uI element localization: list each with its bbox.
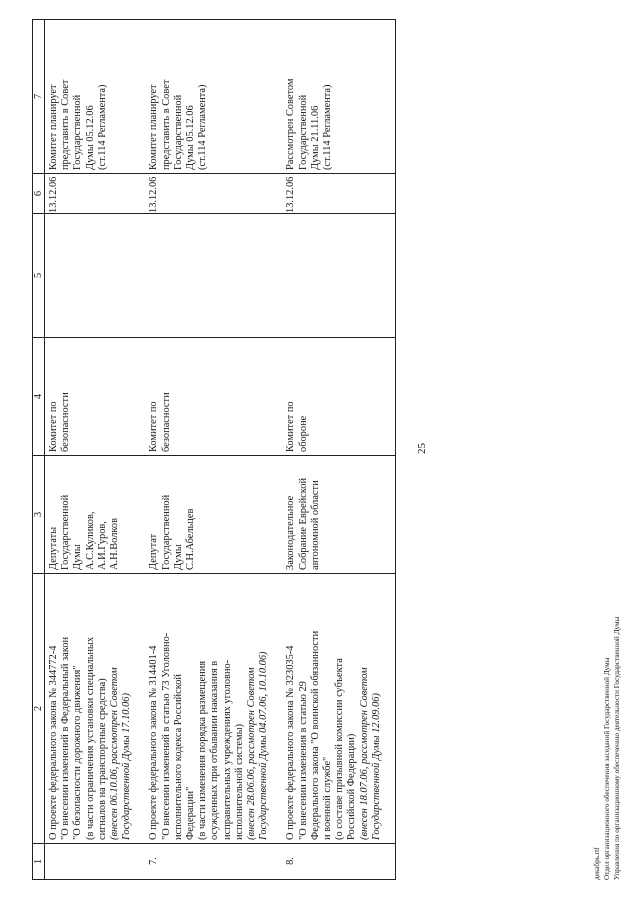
committee-line: Комитет по bbox=[148, 401, 160, 452]
bill-description bbox=[145, 574, 282, 844]
table-row bbox=[45, 20, 146, 880]
note-line: Государственной bbox=[72, 94, 84, 170]
table-row bbox=[145, 20, 282, 880]
footer-directorate: Управления по организационному обеспечению деятельности Государственной Думы bbox=[613, 616, 621, 880]
bill-authors bbox=[45, 456, 146, 574]
note-line: Комитет планирует bbox=[48, 84, 59, 170]
author-line: Государственной bbox=[60, 494, 72, 570]
author-line: А.И.Гуров, bbox=[96, 521, 108, 570]
note-line: Думы 05.12.06 bbox=[185, 105, 197, 170]
note-line: (ст.114 Регламента) bbox=[322, 84, 334, 170]
row-number bbox=[45, 844, 146, 880]
bill-line: "О внесении изменений в статью 73 Уголовно- bbox=[160, 632, 172, 840]
note-line: Думы 05.12.06 bbox=[84, 105, 96, 170]
committee bbox=[145, 338, 282, 456]
bill-description bbox=[282, 574, 395, 844]
bill-line: (внесен 06.10.06, рассмотрен Советом bbox=[109, 667, 121, 840]
header-col-6: 6 bbox=[33, 174, 45, 214]
note-line: Думы 21.11.06 bbox=[309, 105, 321, 170]
author-line: Депутаты bbox=[48, 526, 59, 570]
table-header-row bbox=[33, 20, 45, 880]
bill-line: (о составе призывной комиссии субъекта bbox=[334, 658, 346, 840]
note-line: Комитет планирует bbox=[148, 84, 160, 170]
scheduled-date: 13.12.06 bbox=[145, 174, 282, 214]
author-line: Государственной bbox=[160, 494, 172, 570]
author-line: Депутат bbox=[148, 533, 160, 570]
bill-line: Федерации" bbox=[185, 786, 197, 840]
bill-line: (внесен 28.06.06, рассмотрен Советом bbox=[246, 667, 258, 840]
bill-line: исполнительного кодекса Российской bbox=[172, 674, 184, 840]
column-5-cell bbox=[282, 214, 395, 338]
scheduled-date: 13.12.06 bbox=[282, 174, 395, 214]
author-line: А.С.Куликов, bbox=[84, 511, 96, 570]
note-line: Государственной bbox=[172, 94, 184, 170]
column-5-cell bbox=[145, 214, 282, 338]
bill-line: Государственной Думы 12.09.06) bbox=[370, 693, 382, 840]
footer-filename: декабрь.rtf bbox=[593, 847, 601, 880]
header-col-2: 2 bbox=[33, 574, 45, 844]
note-line: представить в Совет bbox=[60, 79, 72, 170]
committee-line: безопасности bbox=[160, 392, 172, 452]
footer-department: Отдел организационного обеспечения заседаний Государственной Думы bbox=[603, 657, 611, 880]
header-col-3: 3 bbox=[33, 456, 45, 574]
bill-line: Государственной Думы 17.10.06) bbox=[121, 693, 133, 840]
bill-line: Федерального закона "О воинской обязанности bbox=[309, 630, 321, 840]
author-line: Думы bbox=[172, 544, 184, 570]
bill-line: О проекте федерального закона № 314401-4 bbox=[148, 645, 160, 840]
note-line: Рассмотрен Советом bbox=[285, 78, 297, 170]
bill-line: (внесен 18.07.06, рассмотрен Советом bbox=[358, 667, 370, 840]
committee-line: безопасности bbox=[60, 392, 72, 452]
bill-authors bbox=[145, 456, 282, 574]
bill-line: Государственной Думы 04.07.06, 10.10.06) bbox=[258, 651, 270, 840]
bill-line: осужденных при отбывании наказания в bbox=[209, 660, 221, 840]
header-col-1: 1 bbox=[33, 844, 45, 880]
committee-line: Комитет по bbox=[285, 401, 297, 452]
author-line: Собрание Еврейской bbox=[297, 477, 309, 570]
author-line: С.Н.Абельцев bbox=[185, 508, 197, 570]
note-line: представить в Совет bbox=[160, 79, 172, 170]
status-note bbox=[282, 20, 395, 174]
document-footer bbox=[592, 617, 622, 880]
bill-line: О проекте федерального закона № 323035-4 bbox=[285, 645, 297, 840]
page-number: 25 bbox=[416, 443, 428, 454]
bill-line: Российской Федерации) bbox=[346, 733, 358, 840]
bill-line: "О внесении изменений в Федеральный закон bbox=[60, 636, 72, 840]
bill-line: О проекте федерального закона № 344772-4 bbox=[48, 645, 59, 840]
bill-line: исправительных учреждениях уголовно- bbox=[221, 659, 233, 840]
author-line: А.Н.Волков bbox=[109, 518, 121, 570]
bill-line: исполнительной системы) bbox=[233, 723, 245, 840]
header-col-5: 5 bbox=[33, 214, 45, 338]
bill-line: сигналов на транспортные средства) bbox=[96, 678, 108, 840]
row-number: 8. bbox=[282, 844, 395, 880]
committee-line: Комитет по bbox=[48, 401, 59, 452]
status-note bbox=[145, 20, 282, 174]
table-row bbox=[282, 20, 395, 880]
author-line: автономной области bbox=[309, 480, 321, 570]
bill-line: "О внесении изменения в статью 29 bbox=[297, 681, 309, 840]
author-line: Думы bbox=[72, 544, 84, 570]
note-line: (ст.114 Регламента) bbox=[96, 84, 108, 170]
committee bbox=[45, 338, 146, 456]
bill-line: и военной службе" bbox=[322, 756, 334, 840]
committee-line: обороне bbox=[297, 415, 309, 452]
header-col-4: 4 bbox=[33, 338, 45, 456]
note-line: (ст.114 Регламента) bbox=[197, 84, 209, 170]
bill-authors bbox=[282, 456, 395, 574]
note-line: Государственной bbox=[297, 94, 309, 170]
bill-description bbox=[45, 574, 146, 844]
row-number: 7. bbox=[145, 844, 282, 880]
agenda-table bbox=[32, 19, 396, 880]
author-line: Законодательное bbox=[285, 495, 297, 570]
status-note bbox=[45, 20, 146, 174]
bill-line: (в части изменения порядка размещения bbox=[197, 660, 209, 840]
scheduled-date: 13.12.06 bbox=[45, 174, 146, 214]
bill-line: "О безопасности дорожного движения" bbox=[72, 665, 84, 840]
committee bbox=[282, 338, 395, 456]
bill-line: (в части ограничения установки специальных bbox=[84, 636, 96, 840]
header-col-7: 7 bbox=[33, 20, 45, 174]
column-5-cell bbox=[45, 214, 146, 338]
